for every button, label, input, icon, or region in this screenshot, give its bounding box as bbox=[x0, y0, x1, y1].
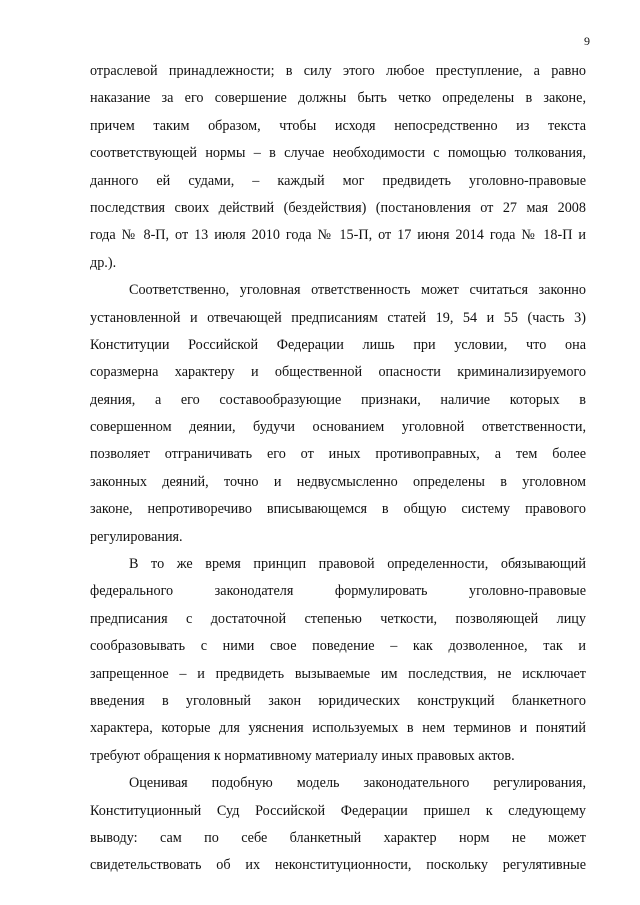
text-line: соответствующей нормы – в случае необходимости с помощью толкования, bbox=[90, 145, 586, 162]
text-line: данного ей судами, – каждый мог предвидеть уголовно-правовые bbox=[90, 172, 586, 189]
text-line: запрещенное – и предвидеть вызываемые им последствия, не исключает bbox=[90, 665, 586, 682]
text-line: отраслевой принадлежности; в силу этого любое преступление, а равно bbox=[90, 63, 586, 79]
text-line: предписания с достаточной степенью четкости, позволяющей лицу bbox=[90, 610, 586, 627]
text-line: позволяет отграничивать его от иных противоправных, а тем более bbox=[90, 446, 586, 463]
text-line: деяния, а его составообразующие признаки, наличие которых в bbox=[90, 391, 586, 408]
text-line: сообразовывать с ними свое поведение – как дозволенное, так и bbox=[90, 638, 586, 655]
text-line: причем таким образом, чтобы исходя непосредственно из текста bbox=[90, 117, 586, 134]
paragraph bbox=[90, 551, 586, 770]
text-line: требуют обращения к нормативному материалу иных правовых актов. bbox=[90, 747, 515, 764]
text-line: совершенном деянии, будучи основанием уголовной ответственности, bbox=[90, 419, 586, 436]
paragraph bbox=[90, 277, 586, 551]
text-line: Конституции Российской Федерации лишь при условии, что она bbox=[90, 336, 586, 353]
text-line: законных деяний, точно и недвусмысленно определены в уголовном bbox=[90, 473, 586, 490]
text-line: Соответственно, уголовная ответственность может считаться законно bbox=[129, 282, 586, 299]
text-line: года № 8-П, от 13 июля 2010 года № 15-П, от 17 июня 2014 года № 18-П и bbox=[90, 227, 586, 244]
text-line: федерального законодателя формулировать уголовно-правовые bbox=[90, 583, 586, 600]
text-line: В то же время принцип правовой определенности, обязывающий bbox=[129, 556, 586, 573]
text-line: характера, которые для уяснения используемых в нем терминов и понятий bbox=[90, 720, 586, 737]
text-line: Конституционный Суд Российской Федерации пришел к следующему bbox=[90, 802, 586, 819]
text-line: соразмерна характеру и общественной опасности криминализируемого bbox=[90, 364, 586, 381]
text-line: Оценивая подобную модель законодательного регулирования, bbox=[129, 775, 586, 792]
text-line: законе, непротиворечиво вписывающемся в общую систему правового bbox=[90, 501, 586, 518]
document-body bbox=[90, 58, 586, 880]
page-number: 9 bbox=[584, 34, 590, 48]
text-line: выводу: сам по себе бланкетный характер норм не может bbox=[90, 829, 586, 846]
text-line: наказание за его совершение должны быть четко определены в законе, bbox=[90, 90, 586, 107]
text-line: введения в уголовный закон юридических конструкций бланкетного bbox=[90, 692, 586, 709]
text-line: последствия своих действий (бездействия) (постановления от 27 мая 2008 bbox=[90, 199, 586, 216]
text-line: регулирования. bbox=[90, 528, 183, 545]
paragraph bbox=[90, 58, 586, 277]
text-line: др.). bbox=[90, 254, 117, 271]
paragraph bbox=[90, 770, 586, 880]
text-line: свидетельствовать об их неконституционности, поскольку регулятивные bbox=[90, 857, 586, 874]
text-line: установленной и отвечающей предписаниям статей 19, 54 и 55 (часть 3) bbox=[90, 309, 586, 326]
